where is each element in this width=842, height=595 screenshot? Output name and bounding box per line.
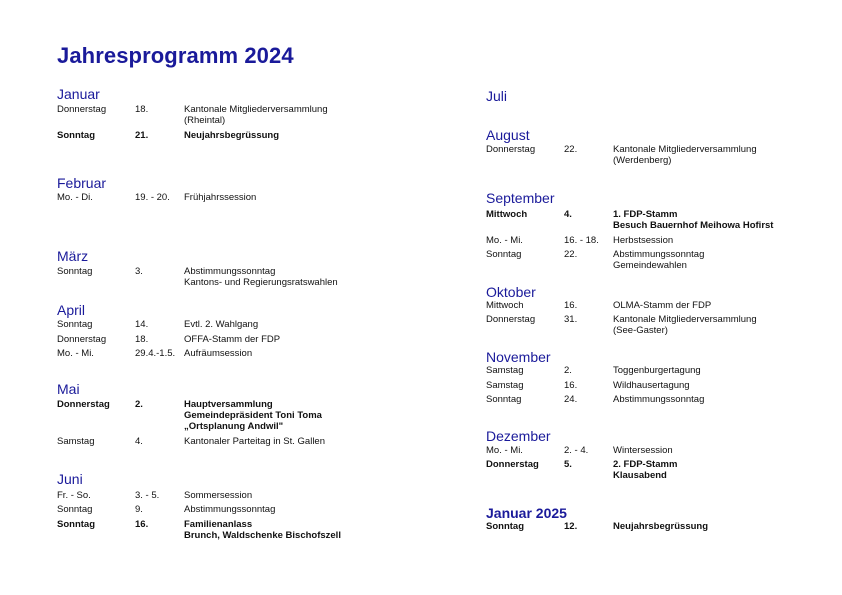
entry-event-line: Besuch Bauernhof Meihowa Hofirst — [613, 220, 774, 231]
entry-date: 3. - 5. — [135, 490, 160, 501]
entry-event — [613, 521, 708, 532]
entry-day: Mo. - Mi. — [486, 445, 523, 456]
entry-event-line: Brunch, Waldschenke Bischofszell — [184, 530, 341, 541]
entry-event-line: 1. FDP-Stamm — [613, 209, 678, 220]
entry-event-line: Frühjahrssession — [184, 192, 257, 203]
month-heading-oktober: Oktober — [486, 284, 536, 300]
entry-event — [184, 490, 252, 501]
entry-day: Sonntag — [57, 319, 93, 330]
entry-day: Sonntag — [57, 519, 95, 530]
entry-event — [613, 394, 704, 405]
entry-event — [184, 519, 341, 541]
entry-day: Sonntag — [486, 521, 524, 532]
entry-event-line: Toggenburgertagung — [613, 365, 701, 376]
entry-date: 2. - 4. — [564, 445, 589, 456]
month-heading-april: April — [57, 302, 86, 318]
entry-date: 9. — [135, 504, 143, 515]
entry-event — [613, 365, 701, 376]
entry-event — [184, 436, 325, 447]
entry-date: 16. - 18. — [564, 235, 599, 246]
page-title: Jahresprogramm 2024 — [57, 43, 294, 68]
entry-date: 16. — [135, 519, 149, 530]
entry-event — [613, 209, 773, 231]
entry-date: 16. — [564, 300, 578, 311]
entry-day: Mittwoch — [486, 300, 524, 311]
entry-date: 3. — [135, 266, 143, 277]
entry-event-line: Evtl. 2. Wahlgang — [184, 319, 259, 330]
entry-event — [613, 144, 757, 166]
entry-event-line: (Werdenberg) — [613, 155, 672, 166]
month-heading-juni: Juni — [57, 471, 83, 487]
entry-day: Donnerstag — [486, 459, 539, 470]
entry-event-line: Abstimmungssonntag — [184, 504, 276, 515]
entry-event-line: (See-Gaster) — [613, 325, 668, 336]
month-heading-juli: Juli — [486, 88, 508, 104]
entry-event-line: Wildhausertagung — [613, 380, 690, 391]
month-heading-dezember: Dezember — [486, 428, 551, 444]
entry-event — [184, 319, 258, 330]
month-heading-mai: Mai — [57, 381, 80, 397]
entry-date: 5. — [564, 459, 572, 470]
month-heading-august: August — [486, 127, 530, 143]
entry-event-line: Gemeindepräsident Toni Toma — [184, 410, 322, 421]
entry-day: Sonntag — [57, 504, 93, 515]
entry-date: 14. — [135, 319, 149, 330]
entry-event-line: Klausabend — [613, 470, 667, 481]
entry-event — [184, 104, 328, 126]
entry-event — [184, 130, 279, 141]
entry-event-line: Neujahrsbegrüssung — [613, 521, 709, 532]
entry-event-line: 2. FDP-Stamm — [613, 459, 678, 470]
entry-date: 4. — [564, 209, 572, 220]
entry-event-line: Kantonale Mitgliederversammlung — [613, 144, 757, 155]
entry-date: 31. — [564, 314, 578, 325]
entry-day: Samstag — [486, 365, 524, 376]
entry-day: Fr. - So. — [57, 490, 91, 501]
entry-event-line: Kantons- und Regierungsratswahlen — [184, 277, 338, 288]
entry-event-line: Sommersession — [184, 490, 253, 501]
entry-day: Samstag — [57, 436, 95, 447]
entry-event-line: Hauptversammlung — [184, 399, 273, 410]
entry-day: Sonntag — [486, 394, 522, 405]
entry-event — [184, 504, 275, 515]
entry-day: Mo. - Mi. — [486, 235, 523, 246]
entry-date: 22. — [564, 144, 578, 155]
entry-day: Donnerstag — [57, 399, 110, 410]
month-heading-september: September — [486, 190, 555, 206]
entry-event — [184, 266, 338, 288]
month-heading-januar: Januar — [57, 86, 100, 102]
entry-event-line: Kantonale Mitgliederversammlung — [613, 314, 757, 325]
entry-date: 18. — [135, 334, 149, 345]
entry-event — [613, 314, 757, 336]
entry-event — [184, 334, 280, 345]
entry-event — [613, 445, 673, 456]
entry-date: 4. — [135, 436, 143, 447]
entry-event — [184, 399, 322, 432]
entry-event-line: Neujahrsbegrüssung — [184, 130, 280, 141]
entry-event-line: „Ortsplanung Andwil" — [184, 421, 284, 432]
entry-event-line: (Rheintal) — [184, 115, 226, 126]
entry-date: 24. — [564, 394, 578, 405]
entry-day: Mittwoch — [486, 209, 528, 220]
entry-event-line: Abstimmungssonntag — [184, 266, 276, 277]
entry-date: 29.4.-1.5. — [135, 348, 176, 359]
entry-day: Mo. - Mi. — [57, 348, 94, 359]
entry-date: 21. — [135, 130, 149, 141]
entry-day: Sonntag — [57, 266, 93, 277]
entry-date: 12. — [564, 521, 578, 532]
entry-event — [613, 459, 677, 481]
month-heading-februar: Februar — [57, 175, 107, 191]
entry-day: Donnerstag — [486, 314, 536, 325]
entry-day: Samstag — [486, 380, 524, 391]
month-heading-maerz: März — [57, 248, 89, 264]
entry-event-line: OFFA-Stamm der FDP — [184, 334, 281, 345]
entry-event — [613, 300, 711, 311]
entry-day: Donnerstag — [57, 334, 107, 345]
entry-event — [613, 380, 690, 391]
entry-event-line: Herbstsession — [613, 235, 674, 246]
entry-day: Sonntag — [486, 249, 522, 260]
entry-date: 18. — [135, 104, 149, 115]
entry-event-line: OLMA-Stamm der FDP — [613, 300, 712, 311]
entry-event — [613, 249, 704, 271]
entry-event-line: Familienanlass — [184, 519, 253, 530]
entry-event-line: Wintersession — [613, 445, 673, 456]
entry-event — [613, 235, 673, 246]
month-heading-november: November — [486, 349, 551, 365]
entry-event-line: Gemeindewahlen — [613, 260, 687, 271]
entry-event-line: Abstimmungssonntag — [613, 394, 705, 405]
entry-date: 22. — [564, 249, 578, 260]
entry-day: Donnerstag — [486, 144, 536, 155]
entry-date: 16. — [564, 380, 578, 391]
month-heading-januar-2025: Januar 2025 — [486, 505, 567, 521]
entry-event — [184, 348, 252, 359]
entry-event-line: Kantonaler Parteitag in St. Gallen — [184, 436, 326, 447]
entry-day: Mo. - Di. — [57, 192, 93, 203]
entry-day: Sonntag — [57, 130, 95, 141]
entry-event-line: Aufräumsession — [184, 348, 253, 359]
entry-date: 2. — [135, 399, 143, 410]
entry-event — [184, 192, 256, 203]
entry-day: Donnerstag — [57, 104, 107, 115]
entry-event-line: Abstimmungssonntag — [613, 249, 705, 260]
entry-event-line: Kantonale Mitgliederversammlung — [184, 104, 328, 115]
entry-date: 2. — [564, 365, 572, 376]
entry-date: 19. - 20. — [135, 192, 170, 203]
